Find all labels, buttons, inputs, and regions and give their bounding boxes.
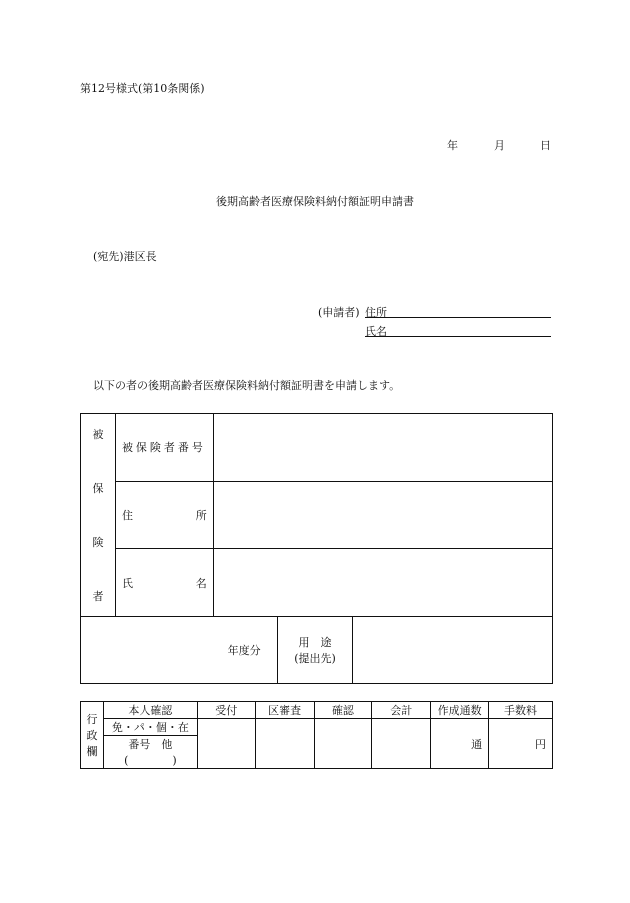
admin-col-header: 区審査 bbox=[255, 702, 314, 719]
applicant-label: (申請者) bbox=[318, 306, 360, 319]
form-number: 第12号様式(第10条関係) bbox=[80, 82, 205, 95]
insured-number-label: 被保険者番号 bbox=[121, 441, 206, 455]
applicant-name-line[interactable] bbox=[365, 323, 551, 337]
fee-unit: 円 bbox=[535, 737, 546, 751]
insured-address-label-cell bbox=[115, 481, 213, 549]
admin-char: 行 bbox=[86, 713, 98, 726]
insured-char: 保 bbox=[92, 482, 104, 495]
admin-col-header: 手数料 bbox=[489, 702, 553, 719]
admin-col-header: 本人確認 bbox=[103, 702, 197, 719]
document-title: 後期高齢者医療保険料納付額証明申請書 bbox=[216, 195, 414, 208]
copies-unit: 通 bbox=[471, 737, 483, 751]
insured-name-label-cell bbox=[115, 549, 213, 617]
insured-char: 者 bbox=[92, 590, 104, 603]
accounting-field[interactable] bbox=[372, 719, 431, 769]
purpose-field[interactable] bbox=[353, 617, 553, 684]
date-month-label: 月 bbox=[494, 139, 505, 152]
purpose-label-cell bbox=[277, 617, 353, 684]
insured-name-label-char: 氏 bbox=[121, 576, 133, 590]
applicant-name-label: 氏名 bbox=[365, 325, 387, 338]
date-day-label: 日 bbox=[540, 139, 551, 152]
insured-char: 険 bbox=[92, 536, 104, 549]
confirmation-field[interactable] bbox=[314, 719, 372, 769]
insured-header-cell bbox=[81, 414, 116, 617]
insured-name-label-char: 名 bbox=[195, 576, 207, 590]
fiscal-year-label: 年度分 bbox=[227, 644, 261, 657]
purpose-label: 用 途 bbox=[298, 636, 332, 649]
intro-text: 以下の者の後期高齢者医療保険料納付額証明書を申請します。 bbox=[93, 379, 401, 392]
id-number-cell[interactable] bbox=[103, 736, 197, 753]
id-number-label: 番号 他 bbox=[128, 738, 173, 751]
addressee: (宛先)港区長 bbox=[93, 250, 157, 263]
reception-field[interactable] bbox=[197, 719, 255, 769]
insured-address-label-char: 住 bbox=[121, 508, 133, 522]
insured-name-field[interactable] bbox=[213, 549, 552, 617]
date-year-label: 年 bbox=[447, 139, 458, 152]
applicant-address-label: 住所 bbox=[365, 306, 387, 319]
admin-header-cell bbox=[81, 702, 104, 769]
fiscal-year-field[interactable] bbox=[81, 617, 278, 684]
id-types-cell[interactable] bbox=[103, 719, 197, 736]
admin-col-header: 受付 bbox=[197, 702, 255, 719]
fee-field[interactable] bbox=[489, 719, 553, 769]
applicant-address-line[interactable] bbox=[365, 304, 551, 318]
ward-review-field[interactable] bbox=[255, 719, 314, 769]
admin-char: 欄 bbox=[86, 745, 98, 758]
admin-col-header: 確認 bbox=[314, 702, 372, 719]
id-paren: ( ) bbox=[124, 754, 177, 767]
insured-address-field[interactable] bbox=[213, 481, 552, 549]
admin-col-header: 作成通数 bbox=[431, 702, 489, 719]
insured-table bbox=[80, 413, 553, 684]
admin-table bbox=[80, 701, 553, 769]
admin-char: 政 bbox=[86, 729, 98, 742]
insured-number-field[interactable] bbox=[213, 414, 552, 482]
id-types: 免・パ・個・在 bbox=[111, 721, 189, 734]
insured-number-label-cell bbox=[115, 414, 213, 482]
copies-field[interactable] bbox=[431, 719, 489, 769]
purpose-sub-label: (提出先) bbox=[294, 652, 336, 665]
insured-address-label-char: 所 bbox=[195, 508, 207, 522]
admin-col-header: 会計 bbox=[372, 702, 431, 719]
insured-char: 被 bbox=[92, 428, 104, 441]
id-paren-cell[interactable] bbox=[103, 752, 197, 769]
